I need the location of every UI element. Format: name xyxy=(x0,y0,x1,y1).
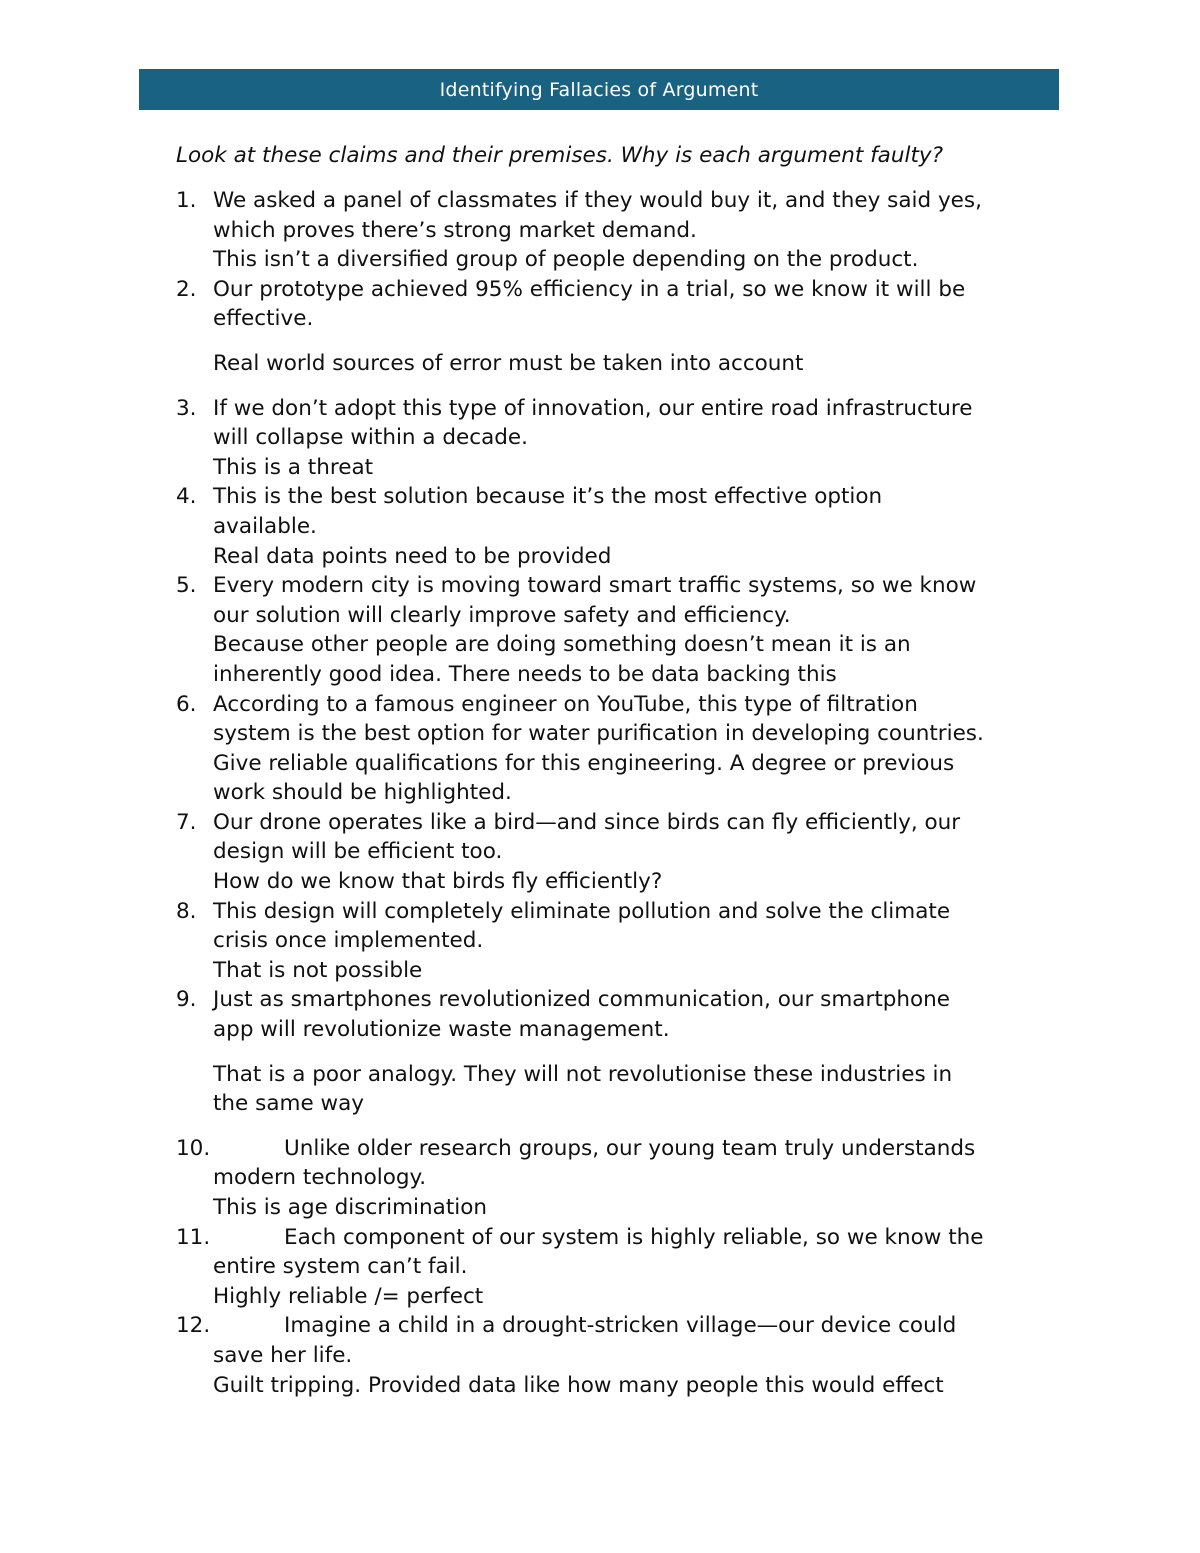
item-number: 1. xyxy=(176,188,197,213)
list-item xyxy=(176,1223,1076,1312)
item-claim: Our prototype achieved 95% efficiency in a trial, so we know it will be effective. xyxy=(213,276,966,332)
list-item xyxy=(176,482,1076,571)
item-number: 3. xyxy=(176,395,197,421)
item-answer: This is age discrimination xyxy=(213,1195,488,1220)
item-answer: Real data points need to be provided xyxy=(213,543,612,569)
item-claim: Our drone operates like a bird—and since birds can fly efficiently, our design will be efficient too. xyxy=(213,809,961,865)
item-number: 12. xyxy=(176,1313,211,1339)
page-header xyxy=(139,69,1059,110)
item-number: 8. xyxy=(176,898,197,924)
item-answer: Guilt tripping. Provided data like how many people this would effect xyxy=(213,1372,944,1398)
item-answer: How do we know that birds fly efficiently? xyxy=(213,869,663,895)
list-item xyxy=(176,186,1076,275)
item-claim: Every modern city is moving toward smart traffic systems, so we know our solution will clearly improve safety and efficiency. xyxy=(213,573,977,628)
list-item xyxy=(176,275,1076,379)
list-item xyxy=(176,394,1076,483)
item-claim: Just as smartphones revolutionized communication, our smartphone app will revolutionize waste management. xyxy=(213,987,951,1043)
item-number: 5. xyxy=(176,573,197,599)
list-item xyxy=(176,897,1076,986)
list-item xyxy=(176,571,1076,689)
item-answer: This isn’t a diversified group of people depending on the product. xyxy=(213,247,919,273)
item-number: 6. xyxy=(176,691,197,717)
item-claim: This is the best solution because it’s the most effective option available. xyxy=(213,484,883,539)
item-number: 11. xyxy=(176,1224,211,1250)
intro-text: Look at these claims and their premises. Why is each argument faulty? xyxy=(176,143,944,168)
item-number: 7. xyxy=(176,809,197,835)
item-number: 9. xyxy=(176,987,197,1013)
item-claim: This design will completely eliminate pollution and solve the climate crisis once implemented. xyxy=(213,898,951,954)
item-claim: We asked a panel of classmates if they would buy it, and they said yes, which proves there’s strong market demand. xyxy=(213,188,982,243)
item-answer: That is not possible xyxy=(213,957,423,983)
item-claim: According to a famous engineer on YouTube, this type of filtration system is the best option for water purification in developing countries. xyxy=(213,691,984,747)
item-claim: If we don’t adopt this type of innovation, our entire road infrastructure will collapse within a decade. xyxy=(213,395,973,451)
list-item xyxy=(176,808,1076,897)
item-claim: Each component of our system is highly reliable, so we know the entire system can’t fail. xyxy=(213,1224,984,1280)
item-claim: Imagine a child in a drought-stricken village—our device could save her life. xyxy=(213,1313,957,1368)
item-answer: Highly reliable /= perfect xyxy=(213,1283,484,1309)
item-answer: Because other people are doing something doesn’t mean it is an inherently good idea. There needs to be data backing this xyxy=(213,632,911,687)
item-number: 4. xyxy=(176,484,197,510)
item-number: 10. xyxy=(176,1135,211,1161)
list-item xyxy=(176,985,1076,1118)
list-item xyxy=(176,1134,1076,1223)
list-item xyxy=(176,690,1076,808)
item-answer: This is a threat xyxy=(213,454,374,480)
list-item xyxy=(176,1311,1076,1400)
item-claim: Unlike older research groups, our young team truly understands modern technology. xyxy=(213,1135,976,1191)
header-title: Identifying Fallacies of Argument xyxy=(439,78,759,101)
fallacy-list xyxy=(176,186,1076,1400)
item-answer: That is a poor analogy. They will not revolutionise these industries in the same way xyxy=(213,1061,953,1117)
item-answer: Give reliable qualifications for this engineering. A degree or previous work should be highlighted. xyxy=(213,750,955,806)
item-answer: Real world sources of error must be taken into account xyxy=(213,350,804,376)
item-number: 2. xyxy=(176,276,197,302)
